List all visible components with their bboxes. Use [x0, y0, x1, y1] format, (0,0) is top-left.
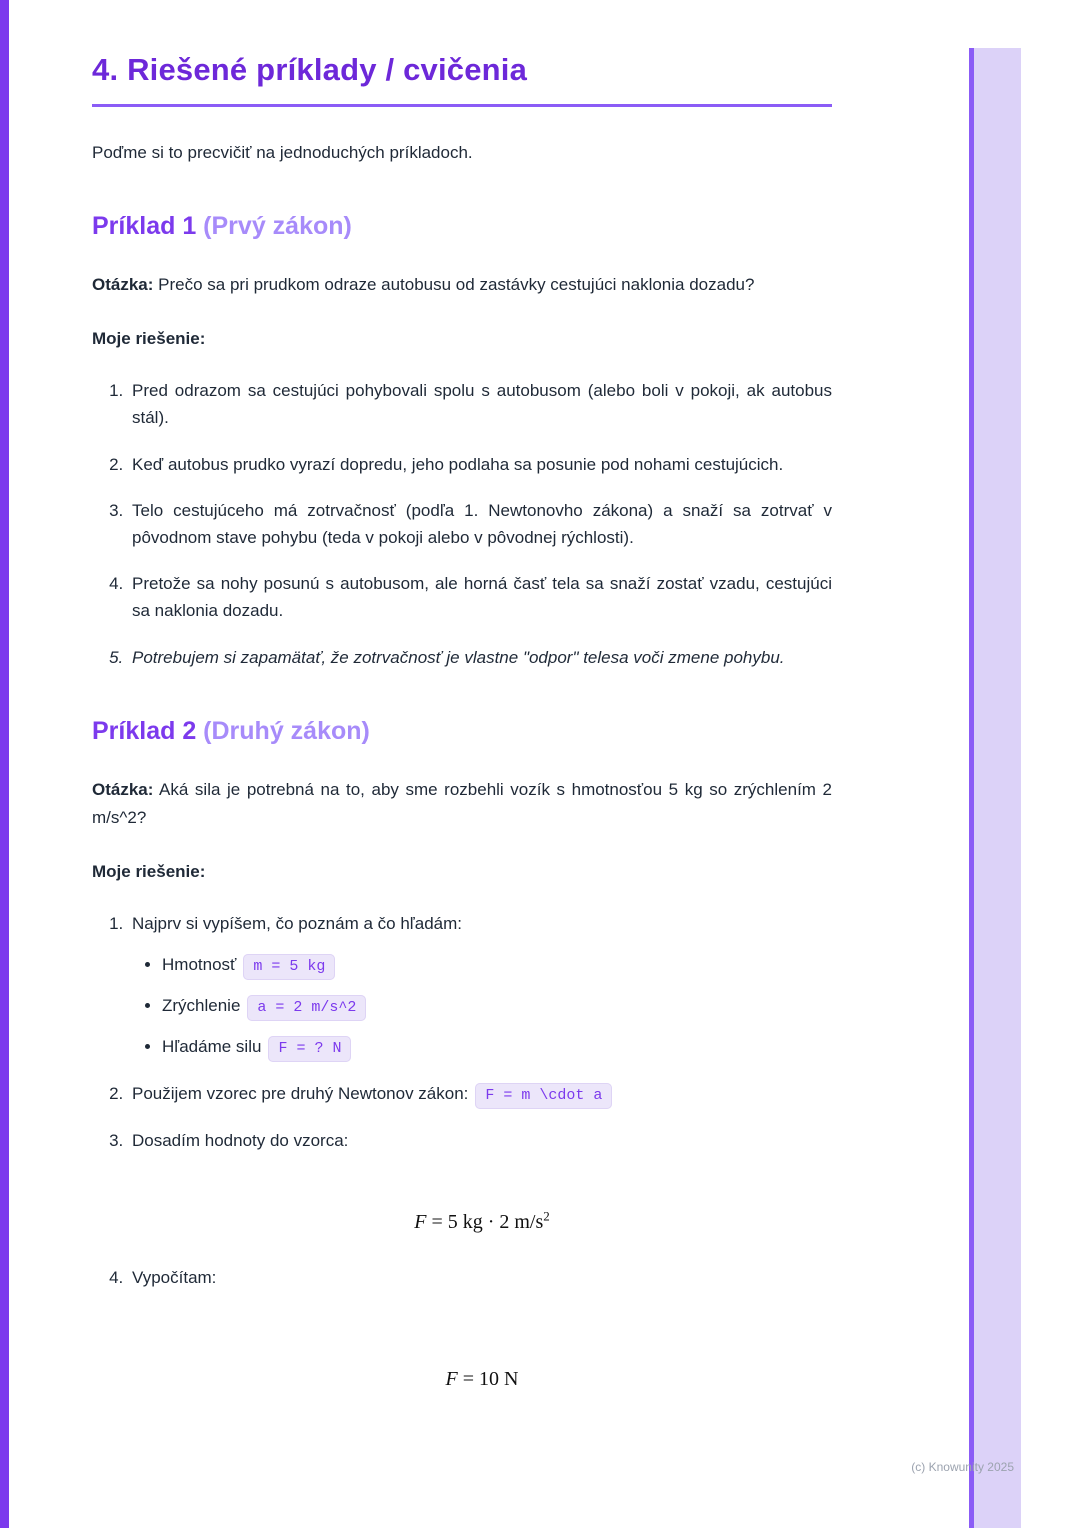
example2-question-label: Otázka: [92, 779, 154, 799]
solution-step [128, 1127, 832, 1238]
example1-heading-sub: (Prvý zákon) [196, 212, 352, 241]
step-text: Dosadím hodnoty do vzorca: [132, 1131, 349, 1151]
list-item [162, 992, 832, 1020]
copyright-note: (c) Knowunity 2025 [911, 1460, 1014, 1474]
step-text: Najprv si vypíšem, čo poznám a čo hľadám: [132, 913, 462, 933]
example1-heading [92, 212, 832, 241]
example2-heading-main: Príklad 2 [92, 716, 197, 745]
page-content [92, 0, 832, 1414]
example2-solution-label: Moje riešenie: [92, 861, 206, 881]
example1-steps [92, 377, 832, 671]
solution-step [128, 1264, 832, 1395]
example2-steps [92, 910, 832, 1396]
solution-step-note: 5. Potrebujem si zapamätať, že zotrvačnosť je vlastne "odpor" telesa voči zmene pohybu. [128, 644, 832, 671]
math-variable: F [445, 1368, 458, 1391]
code-chip-mass: m = 5 kg [243, 954, 335, 980]
step-text: Vypočítam: [132, 1268, 217, 1288]
example1-heading-main: Príklad 1 [92, 212, 197, 241]
page-title: 4. Riešené príklady / cvičenia [92, 52, 528, 87]
title-divider [92, 104, 832, 107]
left-accent-bar [0, 0, 9, 1528]
known-values-list [132, 951, 832, 1061]
math-result [132, 1363, 832, 1395]
example1-solution-label: Moje riešenie: [92, 329, 206, 349]
list-item [162, 951, 832, 979]
right-accent-stripe [969, 48, 1021, 1528]
solution-step [128, 1080, 832, 1108]
code-chip-acceleration: a = 2 m/s^2 [247, 995, 366, 1021]
code-chip-formula: F = m \cdot a [475, 1083, 612, 1109]
math-expression: = 10 N [457, 1368, 519, 1391]
example2-heading-sub: (Druhý zákon) [196, 716, 370, 745]
solution-step: 2. Keď autobus prudko vyrazí dopredu, jeho podlaha sa posunie pod nohami cestujúcich. [128, 451, 832, 478]
solution-step: 4. Pretože sa nohy posunú s autobusom, ale horná časť tela sa snaží zostať vzadu, cestujúci sa naklonia dozadu. [128, 570, 832, 624]
value-label: Hľadáme silu [162, 1037, 262, 1057]
solution-step: 3. Telo cestujúceho má zotrvačnosť (podľa 1. Newtonovho zákona) a snaží sa zotrvať v pôvodnom stave pohybu (teda v pokoji alebo v pôvodnej rýchlosti). [128, 497, 832, 551]
step-text: Použijem vzorec pre druhý Newtonov zákon: [132, 1084, 469, 1104]
solution-step: 1. Pred odrazom sa cestujúci pohybovali spolu s autobusom (alebo boli v pokoji, ak autobus stál). [128, 377, 832, 431]
example1-question [92, 271, 832, 299]
solution-step [128, 910, 832, 1061]
intro-paragraph: Poďme si to precvičiť na jednoduchých príkladoch. [92, 143, 473, 162]
math-variable: F [414, 1211, 427, 1234]
value-label: Hmotnosť [162, 955, 237, 975]
math-substitution [132, 1206, 832, 1238]
list-item [162, 1033, 832, 1061]
example1-question-label: Otázka: [92, 275, 154, 295]
code-chip-force: F = ? N [268, 1036, 351, 1062]
example2-question-text: Aká sila je potrebná na to, aby sme rozbehli vozík s hmotnosťou 5 kg so zrýchlením 2 m/s^2? [92, 779, 832, 827]
math-expression: = 5 kg · 2 m/s [426, 1211, 544, 1234]
math-superscript: 2 [543, 1208, 550, 1224]
example1-question-text: Prečo sa pri prudkom odraze autobusu od zastávky cestujúci naklonia dozadu? [153, 275, 755, 295]
example2-heading [92, 717, 832, 746]
value-label: Zrýchlenie [162, 996, 241, 1016]
example2-question [92, 776, 832, 832]
